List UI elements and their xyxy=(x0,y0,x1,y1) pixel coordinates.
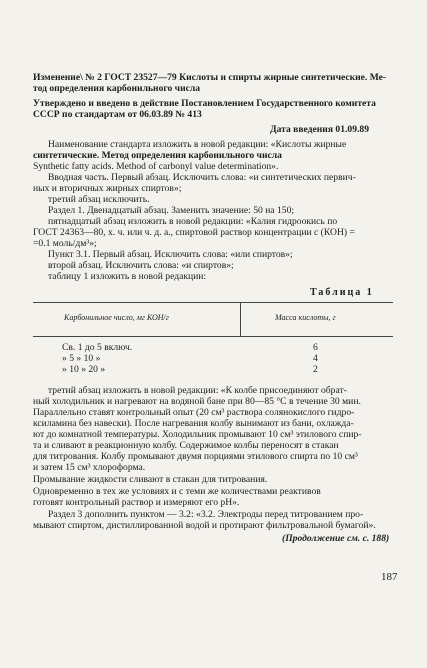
table-cell-mass: 2 xyxy=(313,364,318,375)
table-column-divider xyxy=(240,302,241,336)
table-cell-mass: 6 xyxy=(313,342,318,353)
text-line: ксиламина без навески). После нагревания колбу вынимают из бани, охлажда- xyxy=(33,418,354,429)
table-title: Таблица 1 xyxy=(310,287,374,298)
amendment-title-line-2: тод определения карбонильного числа xyxy=(33,83,201,94)
text-line: та и сливают в реакционную колбу. Содержимое колбы переносят в стакан xyxy=(33,440,339,451)
table-top-rule xyxy=(33,302,393,303)
text-line: Параллельно ставят контрольный опыт (20 см³ раствора солянокислого гидро- xyxy=(33,407,355,418)
table-cell-mass: 4 xyxy=(313,353,318,364)
text-line: =0.1 моль/дм³»; xyxy=(33,238,97,249)
text-line: Одновременно в тех же условиях и с теми же количествами реактивов xyxy=(33,486,321,497)
effective-date: Дата введения 01.09.89 xyxy=(270,124,370,135)
text-line: для титрования. Колбу промывают двумя порциями этилового спирта по 10 см³ xyxy=(33,451,358,462)
text-line: синтетические. Метод определения карбонильного числа xyxy=(33,150,282,161)
table-header-rule xyxy=(33,336,393,337)
table-header-carbonyl: Карбонильное число, мг КОН/г xyxy=(64,313,169,322)
continuation-note: (Продолжение см. с. 188) xyxy=(282,533,390,544)
amendment-title-line-1: Изменение\ № 2 ГОСТ 23527—79 Кислоты и спирты жирные синтетические. Ме- xyxy=(33,72,387,83)
text-line: второй абзац. Исключить слова: «и спиртов»; xyxy=(48,260,234,271)
table-header-mass: Масса кислоты, г xyxy=(275,313,336,322)
table-cell-range: Св. 1 до 5 включ. xyxy=(62,342,133,353)
table-cell-range: » 5 » 10 » xyxy=(62,353,101,364)
text-line: ный холодильник и нагревают на водяной бане при 80—85 °С в течение 30 мин. xyxy=(33,396,361,407)
text-line: таблицу 1 изложить в новой редакции: xyxy=(48,271,207,282)
text-line: Пункт 3.1. Первый абзац. Исключить слова: «или спиртов»; xyxy=(48,249,293,260)
text-line: ют до комнатной температуры. Холодильник промывают 10 см³ этилового спир- xyxy=(33,429,362,440)
approval-line-1: Утверждено и введено в действие Постановлением Государственного комитета xyxy=(33,98,376,109)
text-line: Раздел 3 дополнить пунктом — 3.2: «3.2. Электроды перед титрованием про- xyxy=(48,509,364,520)
text-line: мывают спиртом, дистиллированной водой и протирают фильтровальной бумагой». xyxy=(33,520,376,531)
text-line: Наименование стандарта изложить в новой редакции: «Кислоты жирные xyxy=(48,139,347,150)
text-line: Вводная часть. Первый абзац. Исключить слова: «и синтетических первич- xyxy=(48,172,356,183)
text-line: готовят контрольный раствор и измеряют его pH». xyxy=(33,497,240,508)
text-line: и затем 15 см³ хлороформа. xyxy=(33,462,146,473)
text-line: пятнадцатый абзац изложить в новой редакции: «Калия гидроокись по xyxy=(48,216,338,227)
text-line: ных и вторичных жирных спиртов»; xyxy=(33,183,182,194)
text-line: Synthetic fatty acids. Method of carbonyl value determination». xyxy=(33,161,279,172)
page-number: 187 xyxy=(381,571,398,583)
text-line: Промывание жидкости сливают в стакан для титрования. xyxy=(33,474,268,485)
text-line: Раздел 1. Двенадцатый абзац. Заменить значение: 50 на 150; xyxy=(48,205,295,216)
text-line: ГОСТ 24363—80, х. ч. или ч. д. а., спиртовой раствор концентрации с (КОН) = xyxy=(33,227,355,238)
text-line: третий абзац исключить. xyxy=(48,194,150,205)
approval-line-2: СССР по стандартам от 06.03.89 № 413 xyxy=(33,109,202,120)
table-cell-range: » 10 » 20 » xyxy=(62,364,106,375)
text-line: третий абзац изложить в новой редакции: «К колбе присоединяют обрат- xyxy=(48,385,347,396)
